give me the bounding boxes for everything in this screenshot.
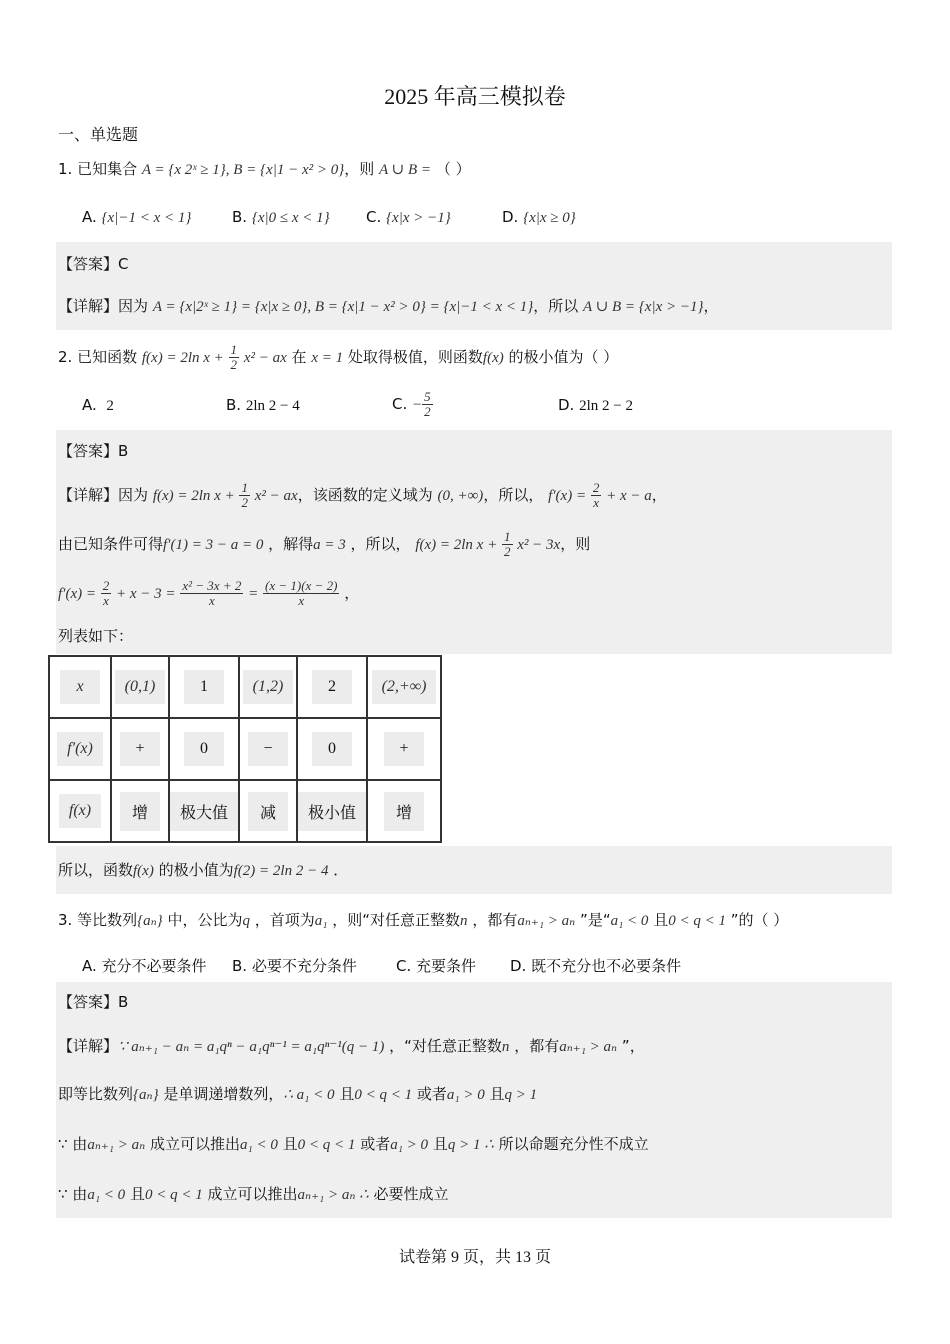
table-row bbox=[49, 718, 441, 780]
table-cell: (1,2) bbox=[243, 670, 294, 704]
table-cell: (0,1) bbox=[115, 670, 166, 704]
page-footer: 试卷第 9 页，共 13 页 bbox=[398, 1249, 551, 1266]
q2-answer: 【答案】B bbox=[58, 442, 129, 460]
q1-option-a[interactable]: A. {x|−1 < x < 1} bbox=[82, 208, 192, 226]
fraction-half: $\frac{1}{2}$ bbox=[230, 342, 238, 372]
q2-option-b[interactable]: B. 2ln 2 − 4 bbox=[226, 396, 300, 414]
table-cell: 极小值 bbox=[298, 792, 366, 831]
page-title: 2025 年高三模拟卷 bbox=[384, 84, 566, 109]
q3-option-b[interactable]: B. 必要不充分条件 bbox=[232, 957, 357, 975]
table-cell: f′(x) bbox=[57, 732, 103, 766]
table-cell: − bbox=[248, 732, 288, 766]
sign-table bbox=[48, 655, 442, 843]
q2-option-d[interactable]: D. 2ln 2 − 2 bbox=[558, 396, 633, 414]
q2-option-c[interactable]: C. − $\frac{5}{2}$ bbox=[392, 389, 431, 419]
table-cell: 增 bbox=[384, 792, 424, 831]
q3-detail-line-2: 即等比数列{aₙ} 是单调递增数列，∴ a₁ < 0 且0 < q < 1 或者a₁ > 0 且q > 1 bbox=[58, 1085, 538, 1103]
table-cell: 1 bbox=[184, 670, 224, 704]
table-cell: f(x) bbox=[59, 794, 101, 828]
table-cell: x bbox=[60, 670, 100, 704]
question-2-stem: 2. 已知函数 f(x) = 2ln x + $\frac{1}{2}$ x² − ax 在 x = 1 处取得极值，则函数f(x) 的极小值为（ ） bbox=[58, 342, 619, 372]
q1-option-c[interactable]: C. {x|x > −1} bbox=[366, 208, 451, 226]
question-3-stem: 3. 等比数列{aₙ} 中，公比为q ，首项为a₁ ，则“对任意正整数n ，都有aₙ₊₁ > aₙ ”是“a₁ < 0 且0 < q < 1 ”的（ ） bbox=[58, 911, 789, 929]
table-cell: 0 bbox=[184, 732, 224, 766]
q3-option-a[interactable]: A. 充分不必要条件 bbox=[82, 957, 207, 975]
q1-option-d[interactable]: D. {x|x ≥ 0} bbox=[502, 208, 576, 226]
q3-detail-line-1: 【详解】∵ aₙ₊₁ − aₙ = a₁qⁿ − a₁qⁿ⁻¹ = a₁qⁿ⁻¹(q − 1) ，“对任意正整数n ，都有aₙ₊₁ > aₙ ”， bbox=[58, 1037, 645, 1055]
table-cell: 增 bbox=[120, 792, 160, 831]
table-row bbox=[49, 656, 441, 718]
table-cell: (2,+∞) bbox=[372, 670, 437, 704]
q2-detail-line-2: 由已知条件可得f′(1) = 3 − a = 0 ，解得a = 3 ，所以， f(x) = 2ln x + $\frac{1}{2}$ x² − 3x，则 bbox=[58, 529, 591, 559]
table-cell: 极大值 bbox=[170, 792, 238, 831]
table-cell: + bbox=[120, 732, 160, 766]
q2-option-a[interactable]: A. 2 bbox=[82, 396, 114, 414]
q3-answer: 【答案】B bbox=[58, 993, 129, 1011]
q2-detail-line-1: 【详解】因为 f(x) = 2ln x + $\frac{1}{2}$ x² − ax，该函数的定义域为 (0, +∞)，所以， f′(x) = $\frac{2}{x}$ + x − a， bbox=[58, 480, 667, 510]
q2-detail-line-3: f′(x) = $\frac{2}{x}$ + x − 3 = $\frac{\text{x² − 3x + 2}}{x}$ = $\frac{(x - 1)(x - 2)}{x}$ ， bbox=[58, 578, 360, 608]
question-1-stem: 1. 已知集合 A = {x 2ˣ ≥ 1}, B = {x|1 − x² > 0}，则 A ∪ B = （ ） bbox=[58, 160, 471, 178]
q3-option-c[interactable]: C. 充要条件 bbox=[396, 957, 477, 975]
q2-table-intro: 列表如下： bbox=[58, 627, 134, 645]
q2-conclusion: 所以，函数f(x) 的极小值为f(2) = 2ln 2 − 4 ． bbox=[58, 861, 349, 879]
q1-answer: 【答案】C bbox=[58, 255, 129, 273]
q1-detail: 【详解】因为 A = {x|2ˣ ≥ 1} = {x|x ≥ 0}, B = {x|1 − x² > 0} = {x|−1 < x < 1}，所以 A ∪ B = {x|x > −1}， bbox=[58, 297, 719, 315]
table-cell: 0 bbox=[312, 732, 352, 766]
table-row bbox=[49, 780, 441, 842]
q1-option-b[interactable]: B. {x|0 ≤ x < 1} bbox=[232, 208, 330, 226]
table-cell: 减 bbox=[248, 792, 288, 831]
q3-detail-line-3: ∵ 由aₙ₊₁ > aₙ 成立可以推出a₁ < 0 且0 < q < 1 或者a₁ > 0 且q > 1 ∴ 所以命题充分性不成立 bbox=[58, 1135, 649, 1153]
section-heading: 一、单选题 bbox=[58, 125, 139, 144]
table-cell: 2 bbox=[312, 670, 352, 704]
q3-option-d[interactable]: D. 既不充分也不必要条件 bbox=[510, 957, 682, 975]
q3-detail-line-4: ∵ 由a₁ < 0 且0 < q < 1 成立可以推出aₙ₊₁ > aₙ ∴ 必要性成立 bbox=[58, 1185, 449, 1203]
table-cell: + bbox=[384, 732, 424, 766]
